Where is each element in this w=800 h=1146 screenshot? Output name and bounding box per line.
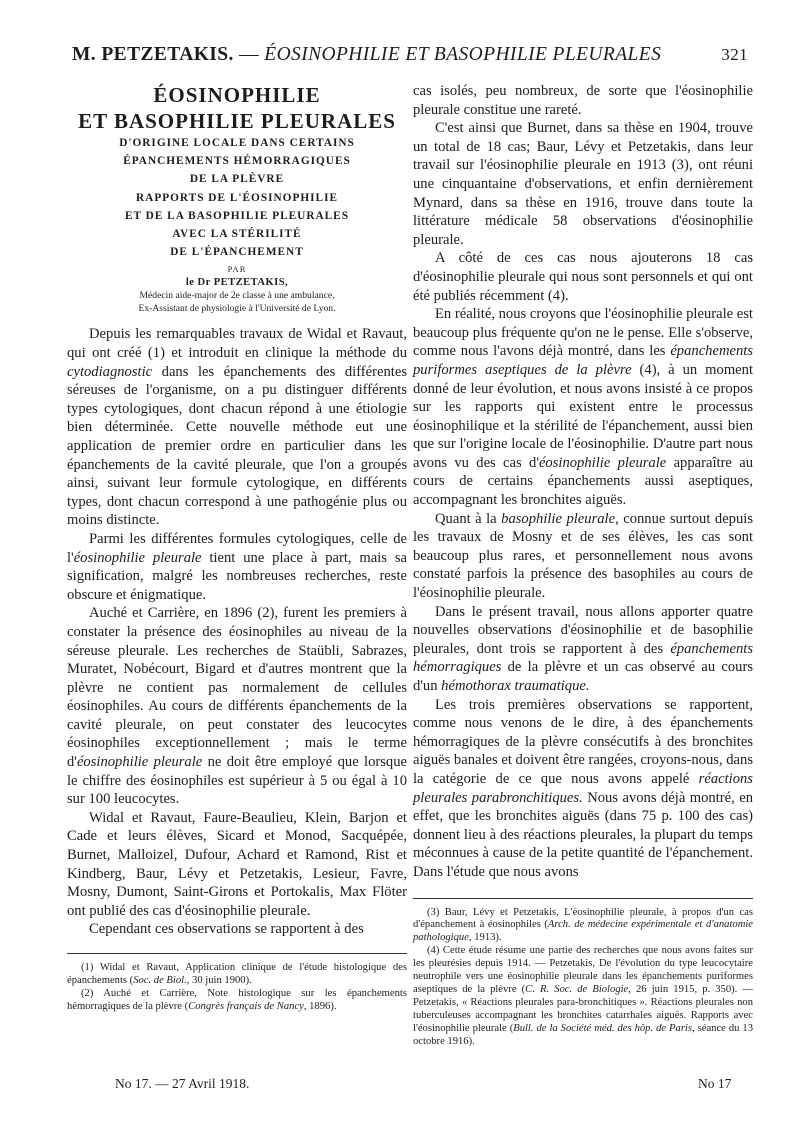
paragraph: Les trois premières observations se rapportent, comme nous venons de le dire, à des épanchements hémorragiques de la plèvre consécutifs à des bronchites aiguës banales et doivent être rangées, croyons-nous, dans la catégorie de ce que nous avons appelé réactions pleurales parabronchitiques. Nous avons déjà montré, en effet, que les bronchites aiguës (dans 75 p. 100 des cas) donnent lieu à des réactions pleurales, la plupart du temps méconnues à cause de la petite quantité de l'épanchement. Dans l'étude que nous avons (413, 696, 754, 880)
issue-date-footer: No 17. — 27 Avril 1918. (115, 1076, 250, 1091)
footnote-3: (3) Baur, Lévy et Petzetakis, L'éosinophilie pleurale, à propos d'un cas d'épanchement à éosinophiles (Arch. de médecine expérimentale et d'anatomie pathologique, 1913). (413, 906, 753, 944)
paragraph: Widal et Ravaut, Faure-Beaulieu, Klein, Barjon et Cade et leurs élèves, Sicard et Monod, Sacquépée, Burnet, Malloizel, Dufour, Achard et Ramond, Rist et Kindberg, Baur, Lévy et Petzetakis, Lesieur, Favre, Mosny, Dumont, Saint-Girons et Portokalis, Max Flöter ont publié des cas d'éosinophilie pleurale. (67, 809, 407, 919)
subtitle-line-6: AVEC LA STÉRILITÉ (172, 228, 302, 241)
byline-author: le Dr PETZETAKIS, (185, 277, 289, 289)
running-head-author: M. PETZETAKIS. (72, 44, 234, 65)
footnote-2: (2) Auché et Carrière, Note histologique sur les épanchements hémorragiques de la plèvre (Congrès français de Nancy, 1896). (67, 987, 407, 1012)
author-affiliation (67, 290, 407, 315)
left-column (67, 82, 407, 1014)
issue-number-footer: No 17 (698, 1076, 732, 1091)
byline-par: PAR (227, 264, 247, 275)
footnotes-left (67, 953, 407, 1014)
subtitle-line-3: DE LA PLÈVRE (189, 173, 285, 186)
title-block (67, 82, 407, 315)
running-head-subject: ÉOSINOPHILIE ET BASOPHILIE PLEURALES (264, 44, 662, 65)
title-line-1: ÉOSINOPHILIE (153, 83, 321, 107)
footnotes-right (413, 898, 753, 1049)
footnote-1: (1) Widal et Ravaut, Application clinique de l'étude histologique des épanchements (Soc. de Biol., 30 juin 1900). (67, 962, 407, 986)
paragraph: Parmi les différentes formules cytologiques, celle de l'éosinophilie pleurale tient une place à part, mais sa signification, malgré les nombreuses recherches, reste obscure et énigmatique. (67, 530, 407, 603)
affiliation-line-2: Ex-Assistant de physiologie à l'Université de Lyon. (138, 302, 336, 314)
affiliation-line-1: Médecin aide-major de 2e classe à une ambulance, (139, 290, 335, 302)
running-head-dash: — (233, 44, 265, 65)
right-column (413, 82, 753, 1049)
paragraph: En réalité, nous croyons que l'éosinophilie pleurale est beaucoup plus fréquente qu'on ne le pense. Elle s'observe, comme nous l'avons déjà montré, dans les épanchements puriformes aseptiques de la plèvre (4), à un moment donné de leur évolution, et nous avons insisté à ce propos sur les rapports qui existent entre le processus éosinophilique et la stérilité de l'épanchement, aussi bien que sur l'origine locale de l'éosinophilie. D'autre part nous avons vu des cas d'éosinophilie pleurale apparaître au cours de certains épanchements aussi aseptiques, accompagnant les bronchites aiguës. (413, 306, 754, 509)
paragraph: C'est ainsi que Burnet, dans sa thèse en 1904, trouve un total de 18 cas; Baur, Lévy et Petzetakis, dans leur travail sur l'éosinophilie pleurale en 1913 (3), ont réuni une cinquantaine d'observations, et enfin dernièrement Mynard, dans sa thèse en 1916, trouve dans toute la littérature médicale 58 observations d'éosinophilie pleurale. (413, 120, 753, 248)
title-line-2: ET BASOPHILIE PLEURALES (78, 109, 396, 133)
paragraph: Quant à la basophilie pleurale, connue surtout depuis les travaux de Mosny et de ses élèves, les cas sont beaucoup plus rares, et personnellement nous avons constaté parfois la présence des basophiles au cours de l'éosinophilie pleurale. (413, 510, 753, 602)
paragraph: Dans le présent travail, nous allons apporter quatre nouvelles observations d'éosinophilie et de basophilie pleurales, dont trois se rapportent à des épanchements hémorragiques de la plèvre et un cas observé au cours d'un hémothorax traumatique. (413, 603, 753, 694)
paragraph: A côté de ces cas nous ajouterons 18 cas d'éosinophilie pleurale qui nous sont personnels et qui ont été publiés récemment (4). (413, 250, 753, 304)
footnote-4: (4) Cette étude résume une partie des recherches que nous avons faites sur les pleurésies depuis 1914. — Petzetakis, De l'évolution du type leucocytaire neutrophile vers une éosinophilie pleurale dans les épanchements puriformes aseptiques de la plèvre (C. R. Soc. de Biologie, 26 juin 1915, p. 350). — Petzetakis, « Réactions pleurales para-bronchitiques ». Réactions pleurales non tuberculeuses accompagnant les bronchites catarrhales aiguës. Rapports avec l'éosinophilie pleurale (Bull. de la Société méd. des hôp. de Paris, séance du 13 octobre 1916). (413, 945, 754, 1047)
paragraph: Auché et Carrière, en 1896 (2), furent les premiers à constater la présence des éosinophiles au niveau de la séreuse pleurale. Les recherches de Staübli, Sabrazes, Muratet, Nobécourt, Bigard et d'autres montrent que la plèvre ne contient pas normalement de cellules éosinophiles. Au cours de différents épanchements de la cavité pleurale, on peut constater des leucocytes éosinophiles exceptionnellement ; mais le terme d'éosinophilie pleurale ne doit être employé que lorsque le chiffre des éosinophiles est supérieur à 5 ou égal à 10 sur 100 leucocytes. (67, 605, 407, 808)
subtitle-line-5: ET DE LA BASOPHILIE PLEURALES (124, 209, 350, 222)
subtitle-line-7: DE L'ÉPANCHEMENT (170, 246, 304, 259)
subtitle-line-2: ÉPANCHEMENTS HÉMORRAGIQUES (123, 155, 351, 168)
subtitle-line-1: D'ORIGINE LOCALE DANS CERTAINS (119, 137, 355, 149)
subtitle-line-4: RAPPORTS DE L'ÉOSINOPHILIE (136, 191, 338, 204)
paragraph: Depuis les remarquables travaux de Widal et Ravaut, qui ont créé (1) et introduit en clinique la méthode du cytodiagnostic dans les épanchements des différentes séreuses de l'organisme, on a pu distinguer différents types cytologiques, dont chacun répond à une étiologie bien déterminée. Cette nouvelle méthode eut une application de premier ordre en particulier dans les épanchements de la cavité pleurale, que l'on a groupés ainsi, suivant leur formule cytologique, en différents types, dont chacun correspond à une pathogénie plus ou moins distincte. (67, 326, 407, 529)
paragraph: Cependant ces observations se rapportent à des (89, 921, 364, 938)
page-number: 321 (721, 45, 748, 64)
running-head (72, 44, 748, 66)
paragraph: cas isolés, peu nombreux, de sorte que l'éosinophilie pleurale constitue une rareté. (413, 83, 753, 118)
